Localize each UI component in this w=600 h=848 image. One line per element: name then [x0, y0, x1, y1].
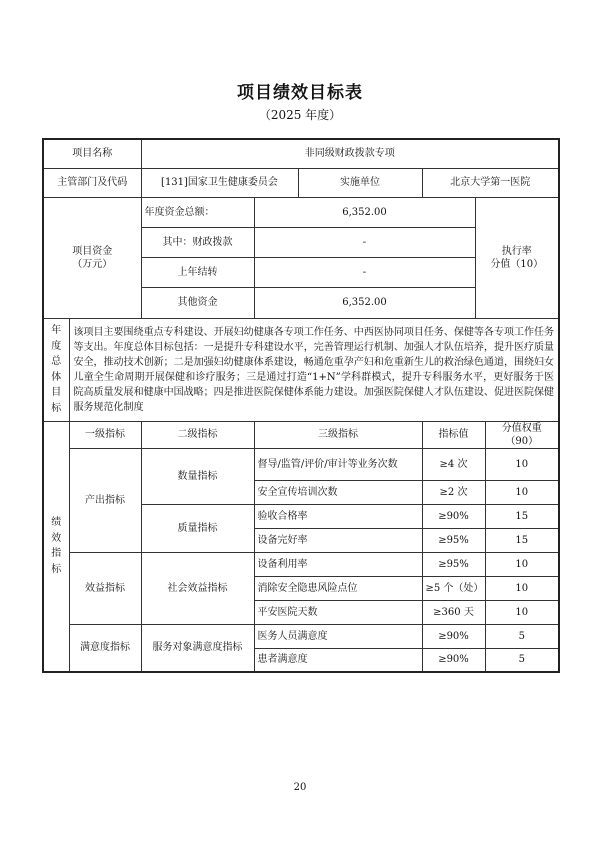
indicator-name: 患者满意度: [254, 648, 422, 672]
indicators-label-char: 效: [51, 532, 62, 544]
indicator-weight: 15: [485, 528, 559, 552]
goals-label-char: 度: [51, 340, 62, 352]
indicator-weight: 10: [485, 552, 559, 576]
indicators-label-char: 指: [51, 548, 62, 560]
goals-label-char: 目: [51, 387, 62, 398]
funds-label-line2: （万元）: [72, 258, 113, 270]
header-weight: [485, 421, 559, 448]
funds-total-label: 年度资金总额：: [141, 197, 254, 227]
funds-label: [43, 197, 141, 318]
unit-value: 北京大学第一医院: [422, 168, 559, 197]
goals-label-char: 标: [51, 402, 62, 414]
header-level2: 二级指标: [141, 421, 254, 448]
indicator-value: ≥4 次: [422, 448, 485, 480]
indicator-name: 督导/监管/评价/审计等业务次数: [254, 448, 422, 480]
indicators-label-char: 标: [51, 563, 62, 575]
indicator-weight: 10: [485, 576, 559, 600]
indicator-weight: 15: [485, 504, 559, 528]
page-number: 20: [293, 782, 307, 793]
indicator-name: 设备完好率: [254, 528, 422, 552]
indicator-value: ≥90%: [422, 648, 485, 672]
header-weight-line1: 分值权重: [501, 422, 542, 434]
indicator-name: 设备利用率: [254, 552, 422, 576]
indicator-value: ≥360 天: [422, 600, 485, 624]
indicator-weight: 5: [485, 624, 559, 648]
funds-fiscal-label: 其中：财政拨款: [141, 227, 254, 257]
funds-other-value: 6,352.00: [254, 287, 475, 318]
level2-service: 服务对象满意度指标: [141, 624, 254, 672]
exec-rate-label: [475, 197, 559, 318]
goals-label-char: 年: [51, 325, 62, 336]
funds-carryover-value: -: [254, 257, 475, 287]
goals-label-char: 总: [51, 356, 62, 367]
level1-benefit: 效益指标: [69, 552, 141, 624]
goals-text: 该项目主要围绕重点专科建设、开展妇幼健康各专项工作任务、中西医协同项目任务、保健等各专项工作任务等支出。年度总体目标包括：一是提升专科建设水平，完善管理运行机制、加强人才队伍培养，提升医疗质量安全，推动技术创新；二是加强妇幼健康体系建设，畅通危重孕产妇和危重新生儿的救治绿色通道，围绕妇女儿童全生命周期开展保健和诊疗服务；三是通过打造“1+N”学科群模式，提升专科服务水平，更好服务于医院高质量发展和健康中国战略；四是推进医院保健体系能力建设。加强医院保健人才队伍建设、促进医院保健服务规范化制度: [69, 318, 559, 421]
indicators-label: [43, 421, 69, 672]
indicator-weight: 10: [485, 600, 559, 624]
indicators-label-char: 绩: [51, 517, 62, 529]
funds-total-value: 6,352.00: [254, 197, 475, 227]
dept-label: 主管部门及代码: [43, 168, 141, 197]
header-weight-line2: （90）: [505, 435, 539, 447]
indicator-value: ≥95%: [422, 552, 485, 576]
project-name-value: 非同级财政拨款专项: [141, 139, 559, 168]
header-value: 指标值: [422, 421, 485, 448]
indicator-name: 消除安全隐患风险点位: [254, 576, 422, 600]
exec-rate-line1: 执行率: [501, 245, 532, 257]
indicator-value: ≥2 次: [422, 480, 485, 504]
indicator-name: 验收合格率: [254, 504, 422, 528]
level2-quantity: 数量指标: [141, 448, 254, 504]
indicator-value: ≥5 个（处）: [422, 576, 485, 600]
indicator-value: ≥90%: [422, 624, 485, 648]
header-level3: 三级指标: [254, 421, 422, 448]
indicator-name: 安全宣传培训次数: [254, 480, 422, 504]
funds-fiscal-value: -: [254, 227, 475, 257]
goals-label-char: 体: [51, 371, 62, 383]
funds-label-line1: 项目资金: [72, 245, 113, 257]
indicator-value: ≥95%: [422, 528, 485, 552]
exec-rate-line2: 分值（10）: [490, 258, 544, 270]
level1-output: 产出指标: [69, 448, 141, 552]
indicator-value: ≥90%: [422, 504, 485, 528]
performance-table: [42, 138, 560, 673]
indicator-name: 平安医院天数: [254, 600, 422, 624]
page-title: 项目绩效目标表: [237, 83, 363, 103]
level2-quality: 质量指标: [141, 504, 254, 552]
page-subtitle: （2025 年度）: [258, 108, 342, 122]
indicator-name: 医务人员满意度: [254, 624, 422, 648]
funds-other-label: 其他资金: [141, 287, 254, 318]
funds-carryover-label: 上年结转: [141, 257, 254, 287]
indicator-weight: 10: [485, 448, 559, 480]
level1-satisfaction: 满意度指标: [69, 624, 141, 672]
level2-social: 社会效益指标: [141, 552, 254, 624]
indicator-weight: 5: [485, 648, 559, 672]
goals-label: [43, 318, 69, 421]
unit-label: 实施单位: [298, 168, 422, 197]
project-name-label: 项目名称: [43, 139, 141, 168]
indicator-weight: 10: [485, 480, 559, 504]
header-level1: 一级指标: [69, 421, 141, 448]
dept-value: [131]国家卫生健康委员会: [141, 168, 298, 197]
